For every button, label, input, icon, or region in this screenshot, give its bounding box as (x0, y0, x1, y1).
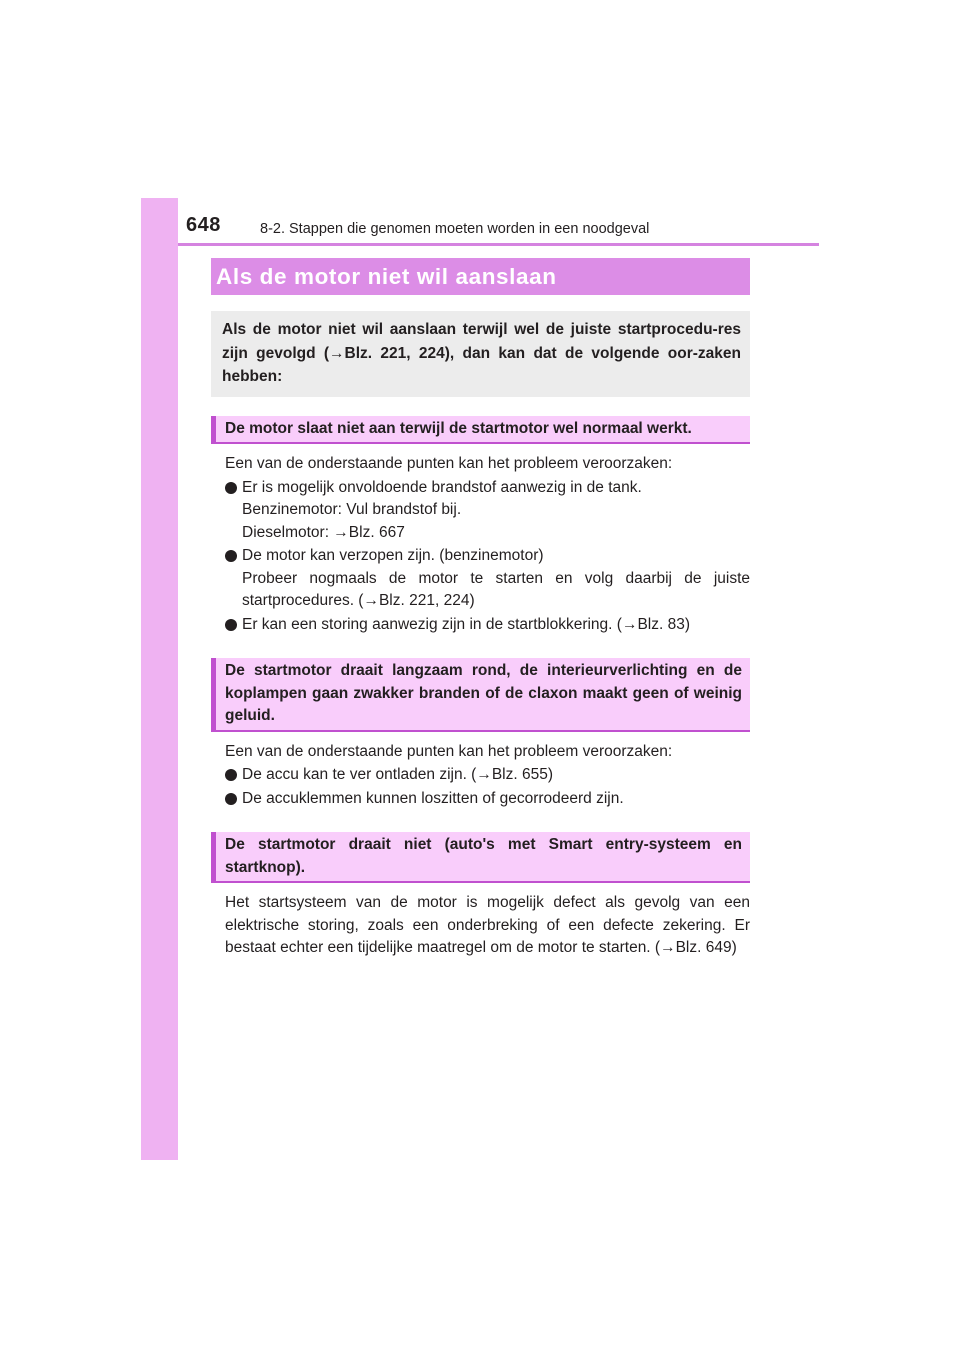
bullet-icon (225, 769, 237, 781)
list-item (225, 614, 750, 637)
chapter-header: 8-2. Stappen die genomen moeten worden in een noodgeval (260, 221, 650, 237)
page-number: 648 (186, 214, 221, 236)
bullet-line: Dieselmotor: →Blz. 667 (242, 523, 405, 541)
bullet-line: De accuklemmen kunnen loszitten of gecorrodeerd zijn. (242, 789, 624, 807)
list-item (225, 788, 750, 811)
block-starter-not-turning (225, 892, 750, 960)
bullet-line: De motor kan verzopen zijn. (benzinemotor) (242, 547, 544, 564)
bullet-line: Probeer nogmaals de motor te starten en volg daarbij de juiste startprocedures. (→Blz. 221, 224) (242, 569, 750, 609)
header-rule (178, 243, 819, 246)
section-title: Als de motor niet wil aanslaan (211, 258, 750, 295)
bullet-icon (225, 793, 237, 805)
block-paragraph: Het startsysteem van de motor is mogelijk defect als gevolg van een elektrische storing, zoals een onderbreking of een defecte zekering. Er bestaat echter een tijdelijke maatregel om de motor te starten. (→Blz. 649) (225, 894, 750, 956)
bullet-icon (225, 482, 237, 494)
block-lead: Een van de onderstaande punten kan het probleem veroorzaken: (225, 455, 673, 472)
list-item (225, 477, 750, 545)
list-item (225, 764, 750, 787)
bullet-line: Er kan een storing aanwezig zijn in de startblokkering. (→Blz. 83) (242, 615, 690, 633)
bullet-line: Benzinemotor: Vul brandstof bij. (242, 501, 462, 518)
block-normal-starter (225, 453, 750, 636)
block-slow-starter (225, 741, 750, 811)
page-content (211, 258, 750, 960)
block-lead: Een van de onderstaande punten kan het probleem veroorzaken: (225, 742, 673, 760)
subheading-slow-starter: De startmotor draait langzaam rond, de interieurverlichting en de koplampen gaan zwakker branden of de claxon maakt geen of weinig geluid. (211, 658, 750, 732)
bullet-icon (225, 619, 237, 631)
section-side-tab (141, 198, 178, 1160)
bullet-line: Er is mogelijk onvoldoende brandstof aanwezig in de tank. (242, 478, 642, 496)
list-item (225, 545, 750, 613)
subheading-normal-starter: De motor slaat niet aan terwijl de startmotor wel normaal werkt. (211, 416, 750, 445)
subheading-starter-not-turning: De startmotor draait niet (auto's met Smart entry-systeem en startknop). (211, 832, 750, 883)
intro-box: Als de motor niet wil aanslaan terwijl wel de juiste startprocedu-res zijn gevolgd (→Blz. 221, 224), dan kan dat de volgende oor-zaken hebben: (211, 311, 750, 397)
bullet-icon (225, 550, 237, 562)
bullet-line: De accu kan te ver ontladen zijn. (→Blz. 655) (242, 766, 554, 783)
